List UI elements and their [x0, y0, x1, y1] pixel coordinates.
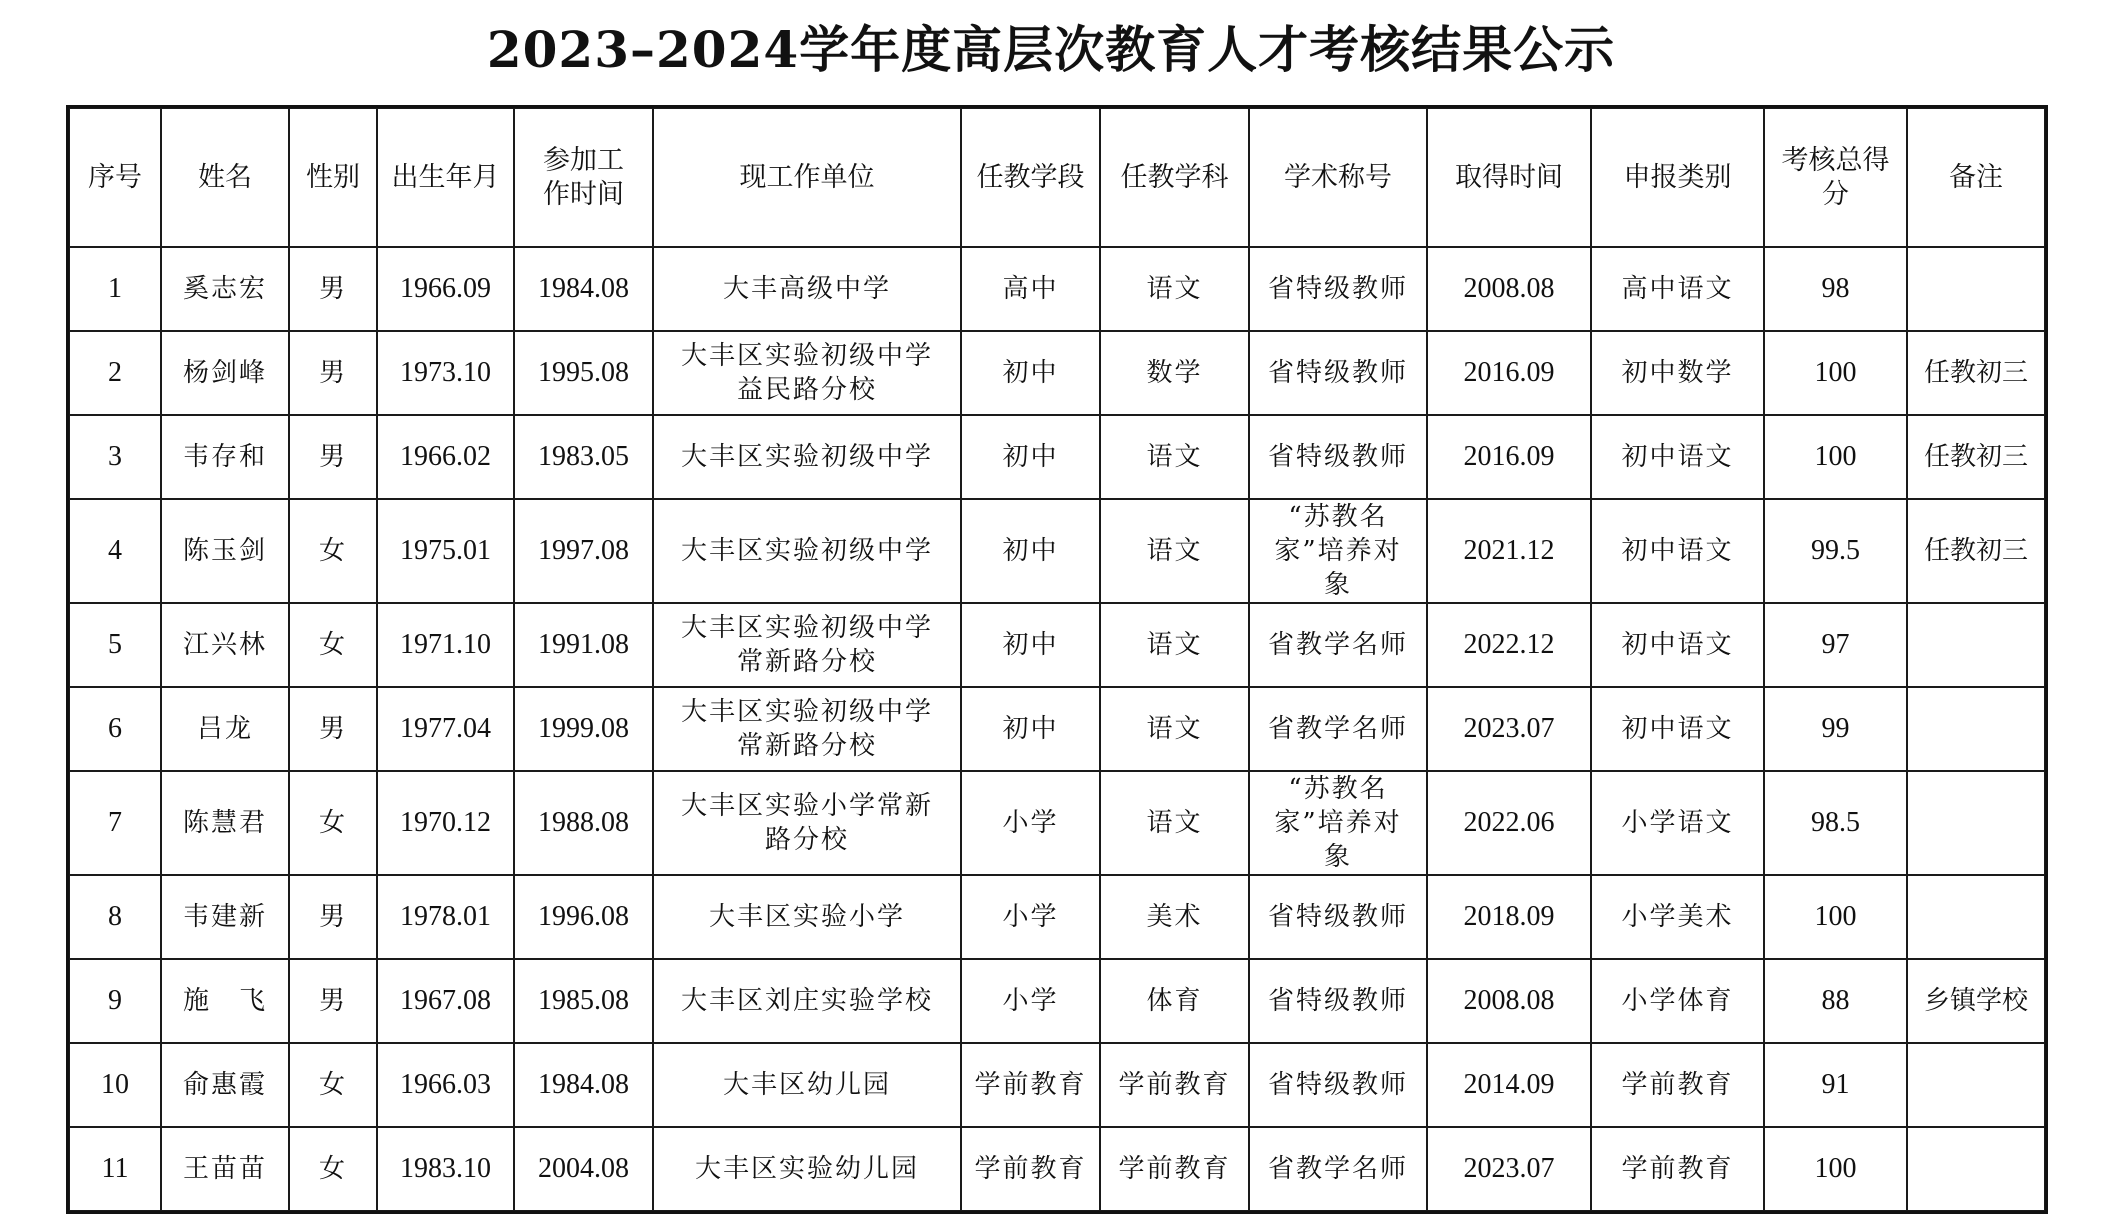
cell-birth: 1978.01 — [377, 875, 514, 959]
table-row — [69, 247, 2045, 331]
cell-score: 98 — [1764, 247, 1907, 331]
table-body — [69, 247, 2045, 1211]
cell-stage: 高中 — [961, 247, 1100, 331]
cell-subject: 美术 — [1100, 875, 1249, 959]
cell-remark — [1907, 603, 2045, 687]
cell-work-start: 1984.08 — [514, 1043, 653, 1127]
cell-work-start: 1984.08 — [514, 247, 653, 331]
cell-honor-date: 2023.07 — [1427, 687, 1591, 771]
cell-remark: 任教初三 — [1907, 331, 2045, 415]
cell-unit: 大丰区实验初级中学 — [653, 415, 961, 499]
cell-subject: 语文 — [1100, 499, 1249, 603]
cell-name: 韦存和 — [161, 415, 289, 499]
cell-remark — [1907, 247, 2045, 331]
table-row — [69, 603, 2045, 687]
cell-work-start: 1995.08 — [514, 331, 653, 415]
cell-score: 99.5 — [1764, 499, 1907, 603]
cell-no: 7 — [69, 771, 161, 875]
cell-remark — [1907, 875, 2045, 959]
cell-score: 100 — [1764, 1127, 1907, 1211]
cell-gender: 女 — [289, 499, 377, 603]
cell-honor: 省特级教师 — [1249, 247, 1427, 331]
cell-name: 韦建新 — [161, 875, 289, 959]
cell-name: 江兴林 — [161, 603, 289, 687]
cell-remark — [1907, 687, 2045, 771]
cell-category: 小学体育 — [1591, 959, 1764, 1043]
column-header-stage: 任教学段 — [961, 108, 1100, 247]
cell-unit: 大丰区实验小学 — [653, 875, 961, 959]
cell-no: 4 — [69, 499, 161, 603]
cell-subject: 体育 — [1100, 959, 1249, 1043]
cell-subject: 学前教育 — [1100, 1043, 1249, 1127]
cell-no: 1 — [69, 247, 161, 331]
cell-name: 陈慧君 — [161, 771, 289, 875]
cell-honor: 省特级教师 — [1249, 875, 1427, 959]
cell-category: 初中语文 — [1591, 603, 1764, 687]
cell-unit: 大丰区幼儿园 — [653, 1043, 961, 1127]
cell-score: 100 — [1764, 415, 1907, 499]
cell-name: 施 飞 — [161, 959, 289, 1043]
column-header-no: 序号 — [69, 108, 161, 247]
cell-category: 高中语文 — [1591, 247, 1764, 331]
cell-no: 11 — [69, 1127, 161, 1211]
table-row — [69, 771, 2045, 875]
column-header-remark: 备注 — [1907, 108, 2045, 247]
cell-subject: 数学 — [1100, 331, 1249, 415]
cell-birth: 1975.01 — [377, 499, 514, 603]
cell-no: 9 — [69, 959, 161, 1043]
table-header-row — [69, 108, 2045, 247]
cell-unit: 大丰高级中学 — [653, 247, 961, 331]
cell-stage: 学前教育 — [961, 1127, 1100, 1211]
cell-unit: 大丰区刘庄实验学校 — [653, 959, 961, 1043]
cell-gender: 女 — [289, 1043, 377, 1127]
cell-gender: 男 — [289, 959, 377, 1043]
cell-gender: 男 — [289, 415, 377, 499]
cell-gender: 男 — [289, 331, 377, 415]
cell-gender: 男 — [289, 247, 377, 331]
cell-stage: 小学 — [961, 875, 1100, 959]
cell-unit: 大丰区实验初级中学 — [653, 499, 961, 603]
cell-stage: 初中 — [961, 331, 1100, 415]
cell-score: 99 — [1764, 687, 1907, 771]
cell-birth: 1983.10 — [377, 1127, 514, 1211]
cell-stage: 小学 — [961, 959, 1100, 1043]
cell-gender: 女 — [289, 603, 377, 687]
cell-honor: 省特级教师 — [1249, 331, 1427, 415]
cell-no: 10 — [69, 1043, 161, 1127]
cell-score: 88 — [1764, 959, 1907, 1043]
table-row — [69, 331, 2045, 415]
column-header-work-start: 参加工作时间 — [514, 108, 653, 247]
cell-gender: 女 — [289, 1127, 377, 1211]
cell-unit: 大丰区实验初级中学常新路分校 — [653, 603, 961, 687]
cell-honor-date: 2016.09 — [1427, 415, 1591, 499]
cell-gender: 男 — [289, 875, 377, 959]
cell-subject: 学前教育 — [1100, 1127, 1249, 1211]
cell-no: 5 — [69, 603, 161, 687]
cell-work-start: 1997.08 — [514, 499, 653, 603]
cell-birth: 1973.10 — [377, 331, 514, 415]
cell-stage: 学前教育 — [961, 1043, 1100, 1127]
cell-name: 陈玉剑 — [161, 499, 289, 603]
cell-name: 奚志宏 — [161, 247, 289, 331]
cell-work-start: 1983.05 — [514, 415, 653, 499]
cell-unit: 大丰区实验小学常新路分校 — [653, 771, 961, 875]
cell-remark — [1907, 1127, 2045, 1211]
cell-category: 初中数学 — [1591, 331, 1764, 415]
cell-honor: 省教学名师 — [1249, 603, 1427, 687]
cell-work-start: 1996.08 — [514, 875, 653, 959]
cell-remark: 任教初三 — [1907, 415, 2045, 499]
cell-honor-date: 2021.12 — [1427, 499, 1591, 603]
table-row — [69, 1043, 2045, 1127]
cell-stage: 小学 — [961, 771, 1100, 875]
column-header-score: 考核总得分 — [1764, 108, 1907, 247]
cell-honor-date: 2014.09 — [1427, 1043, 1591, 1127]
cell-birth: 1966.03 — [377, 1043, 514, 1127]
cell-category: 初中语文 — [1591, 415, 1764, 499]
cell-honor: 省教学名师 — [1249, 687, 1427, 771]
cell-honor: “苏教名家”培养对象 — [1249, 499, 1427, 603]
column-header-name: 姓名 — [161, 108, 289, 247]
cell-honor: 省特级教师 — [1249, 959, 1427, 1043]
cell-birth: 1970.12 — [377, 771, 514, 875]
cell-stage: 初中 — [961, 415, 1100, 499]
cell-birth: 1966.09 — [377, 247, 514, 331]
cell-name: 俞惠霞 — [161, 1043, 289, 1127]
cell-name: 杨剑峰 — [161, 331, 289, 415]
cell-score: 100 — [1764, 331, 1907, 415]
table-row — [69, 1127, 2045, 1211]
table-row — [69, 959, 2045, 1043]
cell-remark: 任教初三 — [1907, 499, 2045, 603]
page-title: 2023–2024学年度高层次教育人才考核结果公示 — [486, 20, 1616, 79]
cell-honor: 省特级教师 — [1249, 415, 1427, 499]
cell-honor: 省教学名师 — [1249, 1127, 1427, 1211]
table-row — [69, 687, 2045, 771]
cell-unit: 大丰区实验初级中学益民路分校 — [653, 331, 961, 415]
cell-no: 3 — [69, 415, 161, 499]
column-header-gender: 性别 — [289, 108, 377, 247]
column-header-birth: 出生年月 — [377, 108, 514, 247]
cell-subject: 语文 — [1100, 687, 1249, 771]
cell-name: 吕龙 — [161, 687, 289, 771]
cell-remark — [1907, 1043, 2045, 1127]
cell-birth: 1966.02 — [377, 415, 514, 499]
cell-honor-date: 2016.09 — [1427, 331, 1591, 415]
cell-no: 6 — [69, 687, 161, 771]
cell-gender: 女 — [289, 771, 377, 875]
cell-subject: 语文 — [1100, 415, 1249, 499]
cell-score: 100 — [1764, 875, 1907, 959]
cell-stage: 初中 — [961, 499, 1100, 603]
cell-stage: 初中 — [961, 603, 1100, 687]
cell-honor-date: 2022.06 — [1427, 771, 1591, 875]
cell-honor-date: 2022.12 — [1427, 603, 1591, 687]
cell-work-start: 2004.08 — [514, 1127, 653, 1211]
cell-category: 小学语文 — [1591, 771, 1764, 875]
cell-category: 学前教育 — [1591, 1043, 1764, 1127]
cell-subject: 语文 — [1100, 247, 1249, 331]
cell-gender: 男 — [289, 687, 377, 771]
cell-no: 8 — [69, 875, 161, 959]
table-row — [69, 499, 2045, 603]
cell-honor-date: 2023.07 — [1427, 1127, 1591, 1211]
cell-birth: 1977.04 — [377, 687, 514, 771]
cell-subject: 语文 — [1100, 603, 1249, 687]
cell-subject: 语文 — [1100, 771, 1249, 875]
column-header-honor-date: 取得时间 — [1427, 108, 1591, 247]
cell-birth: 1971.10 — [377, 603, 514, 687]
cell-score: 98.5 — [1764, 771, 1907, 875]
cell-remark — [1907, 771, 2045, 875]
column-header-subject: 任教学科 — [1100, 108, 1249, 247]
column-header-honor: 学术称号 — [1249, 108, 1427, 247]
table-row — [69, 415, 2045, 499]
cell-category: 初中语文 — [1591, 499, 1764, 603]
cell-honor-date: 2018.09 — [1427, 875, 1591, 959]
column-header-category: 申报类别 — [1591, 108, 1764, 247]
cell-honor-date: 2008.08 — [1427, 959, 1591, 1043]
results-table — [68, 107, 2046, 1212]
cell-stage: 初中 — [961, 687, 1100, 771]
cell-honor: “苏教名家”培养对象 — [1249, 771, 1427, 875]
cell-honor-date: 2008.08 — [1427, 247, 1591, 331]
table-row — [69, 875, 2045, 959]
cell-work-start: 1985.08 — [514, 959, 653, 1043]
cell-work-start: 1991.08 — [514, 603, 653, 687]
cell-birth: 1967.08 — [377, 959, 514, 1043]
cell-unit: 大丰区实验初级中学常新路分校 — [653, 687, 961, 771]
cell-category: 小学美术 — [1591, 875, 1764, 959]
cell-honor: 省特级教师 — [1249, 1043, 1427, 1127]
cell-remark: 乡镇学校 — [1907, 959, 2045, 1043]
cell-work-start: 1988.08 — [514, 771, 653, 875]
cell-unit: 大丰区实验幼儿园 — [653, 1127, 961, 1211]
cell-score: 97 — [1764, 603, 1907, 687]
cell-work-start: 1999.08 — [514, 687, 653, 771]
cell-score: 91 — [1764, 1043, 1907, 1127]
cell-no: 2 — [69, 331, 161, 415]
cell-category: 学前教育 — [1591, 1127, 1764, 1211]
cell-category: 初中语文 — [1591, 687, 1764, 771]
column-header-unit: 现工作单位 — [653, 108, 961, 247]
cell-name: 王苗苗 — [161, 1127, 289, 1211]
